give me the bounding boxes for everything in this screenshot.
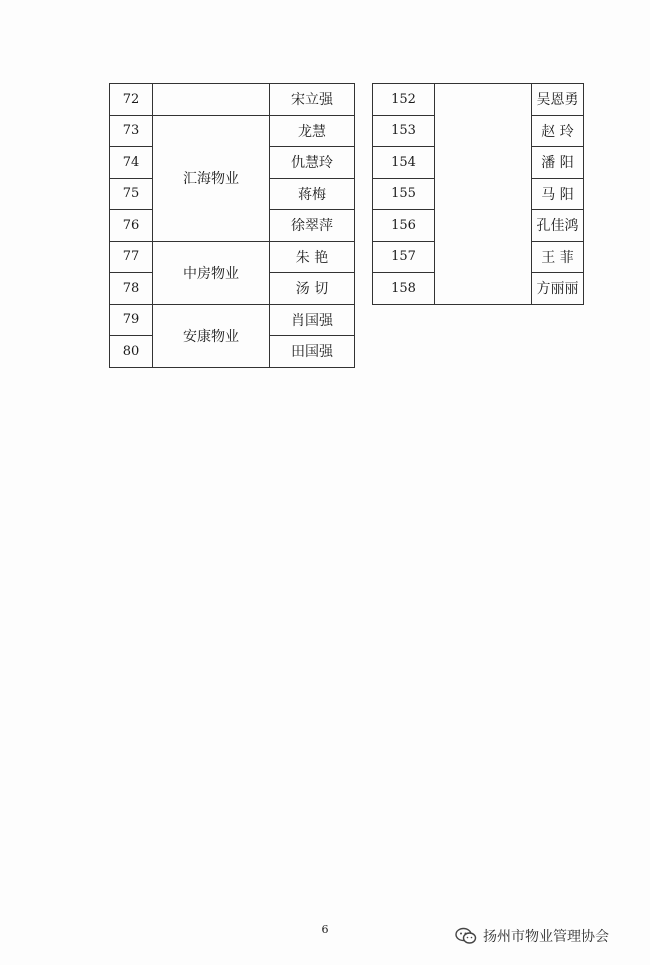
table-row <box>373 84 584 116</box>
company-cell-empty <box>435 147 532 179</box>
person-name: 朱 艳 <box>270 241 355 273</box>
row-number: 158 <box>373 273 435 305</box>
row-number: 72 <box>110 84 153 116</box>
company-cell-empty <box>435 115 532 147</box>
row-number: 80 <box>110 336 153 368</box>
row-number: 153 <box>373 115 435 147</box>
row-number: 76 <box>110 210 153 242</box>
row-number: 79 <box>110 304 153 336</box>
person-name: 吴恩勇 <box>532 84 584 116</box>
person-name: 潘 阳 <box>532 147 584 179</box>
person-name: 肖国强 <box>270 304 355 336</box>
table-row <box>373 178 584 210</box>
company-name: 汇海物业 <box>153 115 270 241</box>
person-name: 赵 玲 <box>532 115 584 147</box>
company-cell-empty <box>153 84 270 116</box>
page-number: 6 <box>321 923 329 936</box>
wechat-icon <box>455 927 477 945</box>
company-cell-empty <box>435 84 532 116</box>
person-name: 王 菲 <box>532 241 584 273</box>
person-name: 马 阳 <box>532 178 584 210</box>
watermark-text: 扬州市物业管理协会 <box>483 929 609 945</box>
person-name: 孔佳鸿 <box>532 210 584 242</box>
roster-table-left <box>109 83 355 368</box>
person-name: 徐翠萍 <box>270 210 355 242</box>
row-number: 74 <box>110 147 153 179</box>
company-cell-empty <box>435 210 532 242</box>
person-name: 田国强 <box>270 336 355 368</box>
table-row <box>110 84 355 116</box>
row-number: 73 <box>110 115 153 147</box>
row-number: 157 <box>373 241 435 273</box>
person-name: 方丽丽 <box>532 273 584 305</box>
person-name: 蒋梅 <box>270 178 355 210</box>
person-name: 宋立强 <box>270 84 355 116</box>
person-name: 仇慧玲 <box>270 147 355 179</box>
company-cell-empty <box>435 241 532 273</box>
person-name: 汤 切 <box>270 273 355 305</box>
row-number: 154 <box>373 147 435 179</box>
row-number: 77 <box>110 241 153 273</box>
person-name: 龙慧 <box>270 115 355 147</box>
roster-table-right <box>372 83 584 305</box>
table-row <box>110 115 355 147</box>
table-row <box>373 147 584 179</box>
table-row <box>373 115 584 147</box>
row-number: 155 <box>373 178 435 210</box>
row-number: 152 <box>373 84 435 116</box>
company-cell-empty <box>435 178 532 210</box>
row-number: 78 <box>110 273 153 305</box>
account-watermark <box>455 926 609 946</box>
table-row <box>110 304 355 336</box>
company-name: 中房物业 <box>153 241 270 304</box>
company-name: 安康物业 <box>153 304 270 367</box>
table-row <box>373 210 584 242</box>
table-row <box>110 241 355 273</box>
row-number: 75 <box>110 178 153 210</box>
row-number: 156 <box>373 210 435 242</box>
table-row <box>373 273 584 305</box>
company-cell-empty <box>435 273 532 305</box>
table-row <box>373 241 584 273</box>
